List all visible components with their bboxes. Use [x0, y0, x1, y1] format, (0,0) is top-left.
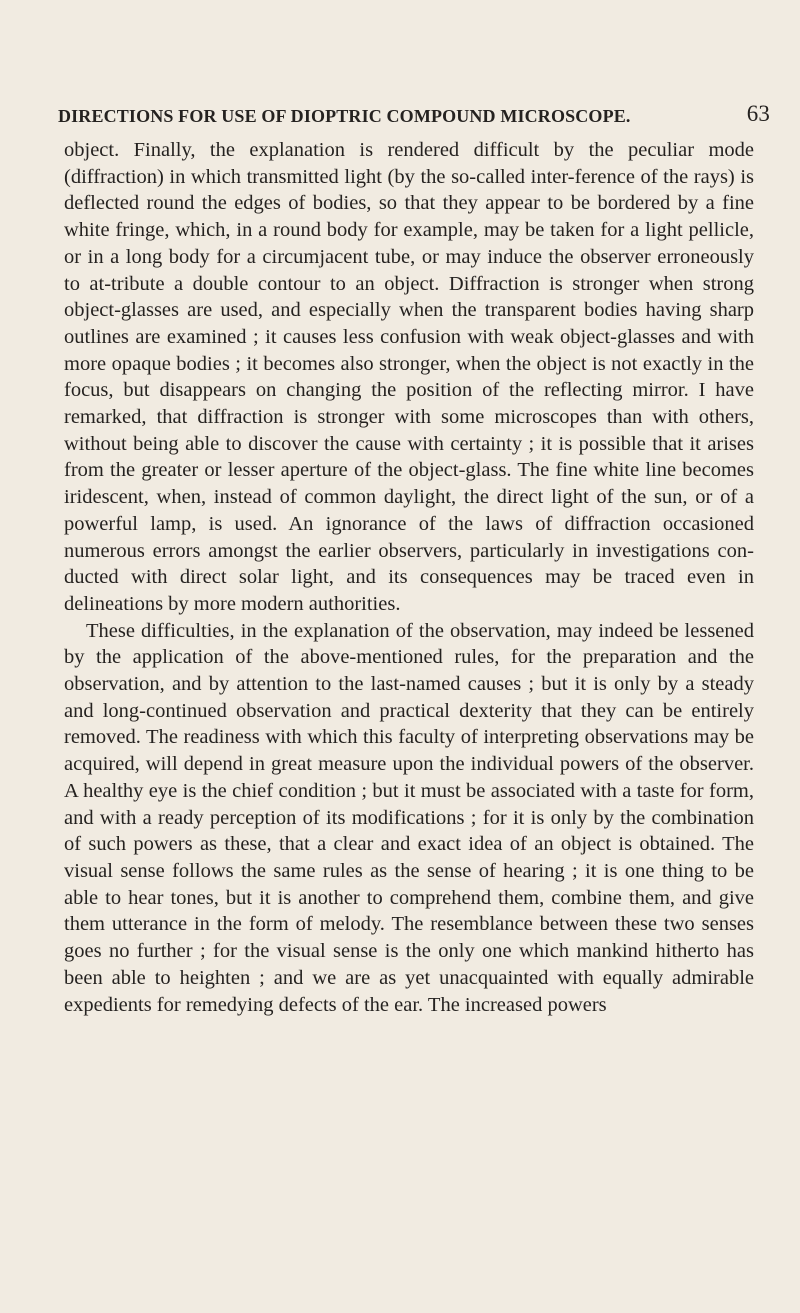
page-number: 63	[746, 101, 770, 126]
running-header	[58, 101, 770, 127]
paragraph: These difficulties, in the explanation of the observation, may indeed be lessened by the application of the above-mentioned rules, for the preparation and the observation, and by attention to the last-named causes ; but it is only by a steady and long-continued observation and practical dexterity that they can be entirely removed. The readiness with which this faculty of interpreting observations may be acquired, will depend in great measure upon the individual powers of the observer. A healthy eye is the chief condition ; but it must be associated with a taste for form, and with a ready perception of its modifications ; for it is only by the combination of such powers as these, that a clear and exact idea of an object is obtained. The visual sense follows the same rules as the sense of hearing ; it is one thing to be able to hear tones, but it is another to comprehend them, combine them, and give them utterance in the form of melody. The resemblance between these two senses goes no further ; for the visual sense is the only one which mankind hitherto has been able to heighten ; and we are as yet unacquainted with equally admirable expedients for remedying defects of the ear. The increased powers	[64, 619, 754, 1016]
page-body	[64, 137, 754, 1018]
paragraph: object. Finally, the explanation is rendered difficult by the peculiar mode (diffraction) in which transmitted light (by the so-called inter-ference of the rays) is deflected round the edges of bodies, so that they appear to be bordered by a fine white fringe, which, in a round body for example, may be taken for a light pellicle, or in a long body for a circumjacent tube, or may induce the observer erroneously to at-tribute a double contour to an object. Diffraction is stronger when strong object-glasses are used, and especially when the transparent bodies having sharp outlines are examined ; it causes less confusion with weak object-glasses and with more opaque bodies ; it becomes also stronger, when the object is not exactly in the focus, but disappears on changing the position of the reflecting mirror. I have remarked, that diffraction is stronger with some microscopes than with others, without being able to discover the cause with certainty ; it is possible that it arises from the greater or lesser aperture of the object-glass. The fine white line becomes iridescent, when, instead of common daylight, the direct light of the sun, or of a powerful lamp, is used. An ignorance of the laws of diffraction occasioned numerous errors amongst the earlier observers, particularly in investigations con-ducted with direct solar light, and its consequences may be traced even in delineations by more modern authorities.	[64, 139, 754, 615]
running-head-title: DIRECTIONS FOR USE OF DIOPTRIC COMPOUND MICROSCOPE.	[58, 106, 631, 126]
